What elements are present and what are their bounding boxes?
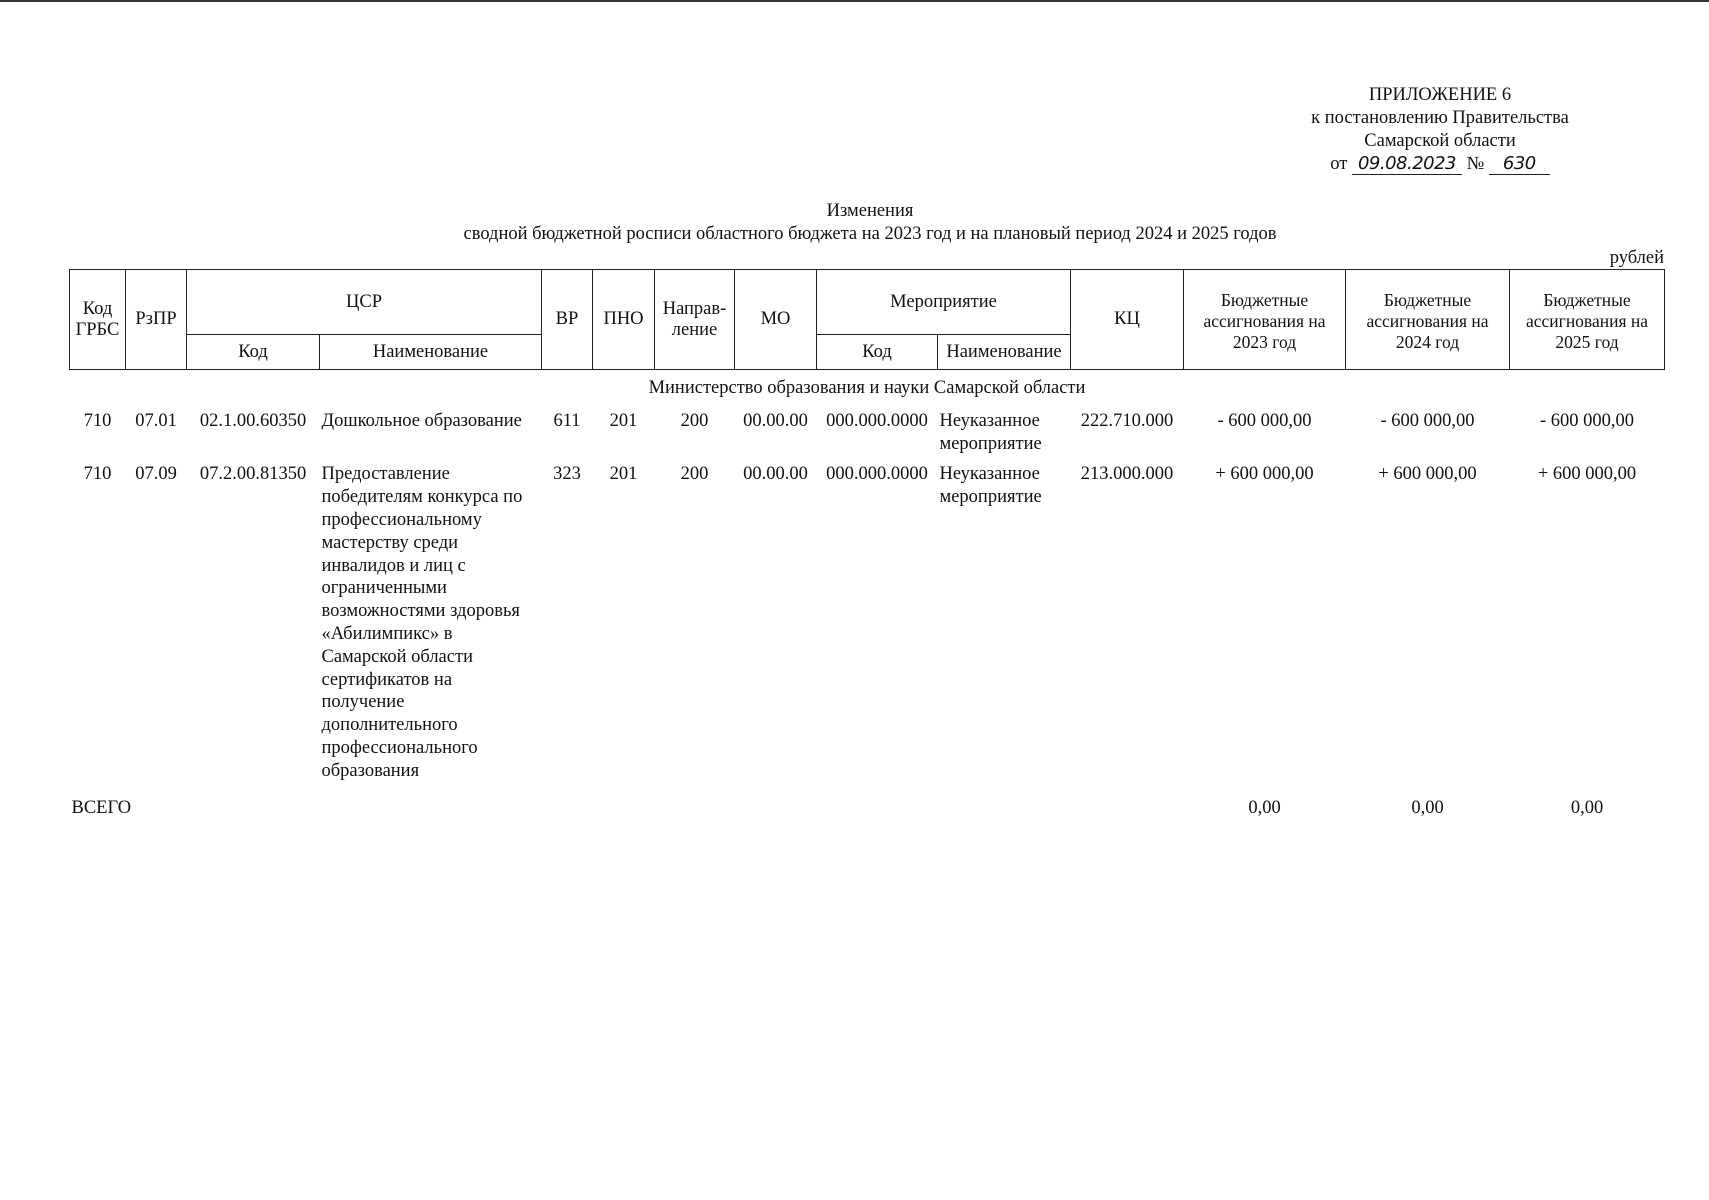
cell-grbs: 710 (83, 464, 112, 485)
cell-csr-code: 07.2.00.81350 (199, 464, 307, 485)
appendix-decree-line: к постановлению Правительства (1311, 108, 1569, 128)
header-vr: ВР (542, 270, 593, 370)
cell-kc: 213.000.000 (1080, 464, 1174, 485)
total-budget-2023: 0,00 (1248, 797, 1281, 818)
header-budget-2023: Бюджетные ассигнования на 2023 год (1184, 270, 1346, 370)
cell-pno: 201 (609, 410, 638, 431)
cell-kc: 222.710.000 (1080, 410, 1174, 431)
appendix-date-number-line (1200, 153, 1680, 176)
cell-pno: 201 (609, 464, 638, 485)
title-line-1: Изменения (826, 201, 914, 221)
ministry-name: Министерство образования и науки Самарской области (648, 378, 1086, 398)
cell-csr-code: 02.1.00.60350 (199, 410, 307, 431)
cell-direction: 200 (680, 410, 709, 431)
total-label: ВСЕГО (71, 797, 132, 818)
cell-direction: 200 (680, 464, 709, 485)
header-kc: КЦ (1071, 270, 1184, 370)
header-csr: ЦСР (187, 270, 542, 335)
header-direction: Направ-ление (655, 270, 735, 370)
cell-csr-name: Дошкольное образование (321, 410, 522, 431)
cell-mo: 00.00.00 (743, 410, 808, 431)
header-event-name: Наименование (938, 335, 1071, 370)
cell-budget-2024: - 600 000,00 (1380, 410, 1475, 431)
cell-rzpr: 07.01 (135, 410, 177, 431)
cell-event-name: Неуказанное мероприятие (939, 464, 1042, 508)
decree-date: 09.08.2023 (1352, 154, 1462, 175)
header-event-code: Код (817, 335, 938, 370)
decree-number: 630 (1489, 154, 1550, 175)
cell-vr: 611 (553, 410, 581, 431)
title-line-2: сводной бюджетной росписи областного бюджета на 2023 год и на плановый период 2024 и 2025 годов (463, 224, 1277, 244)
total-spacer (187, 783, 1184, 820)
header-rzpr: РзПР (126, 270, 187, 370)
cell-budget-2025: + 600 000,00 (1537, 464, 1637, 485)
units-label: рублей (1609, 248, 1664, 268)
cell-csr-name: Предоставление победителям конкурса по профессиональному мастерству среди инвалидов и лиц с ограниченными возможностями здоровья «Абилимпикс» в Самарской области сертификатов на получение дополнительного профессионального образования (321, 464, 523, 781)
table-row (70, 455, 1665, 782)
cell-rzpr: 07.09 (135, 464, 177, 485)
budget-changes-table (69, 269, 1665, 819)
header-csr-code: Код (187, 335, 320, 370)
number-label: № (1466, 154, 1485, 174)
cell-budget-2025: - 600 000,00 (1539, 410, 1635, 431)
from-label: от (1330, 154, 1348, 174)
cell-event-code: 000.000.0000 (826, 410, 928, 431)
header-budget-2025: Бюджетные ассигнования на 2025 год (1510, 270, 1665, 370)
cell-event-code: 000.000.0000 (826, 464, 928, 485)
appendix-block (1200, 84, 1680, 176)
cell-vr: 323 (553, 464, 581, 485)
cell-budget-2023: + 600 000,00 (1215, 464, 1314, 485)
appendix-region-line: Самарской области (1364, 131, 1516, 151)
header-csr-name: Наименование (320, 335, 542, 370)
header-pno: ПНО (593, 270, 655, 370)
cell-budget-2024: + 600 000,00 (1378, 464, 1477, 485)
page-top-edge (0, 0, 1709, 2)
cell-mo: 00.00.00 (743, 464, 808, 485)
document-title (330, 200, 1410, 246)
appendix-title: ПРИЛОЖЕНИЕ 6 (1368, 85, 1512, 105)
cell-budget-2023: - 600 000,00 (1217, 410, 1312, 431)
table-body (70, 370, 1665, 820)
cell-grbs: 710 (83, 410, 112, 431)
table-row (70, 402, 1665, 456)
ministry-row (70, 370, 1665, 402)
header-grbs: Код ГРБС (70, 270, 126, 370)
total-budget-2025: 0,00 (1570, 797, 1604, 818)
table-header (70, 270, 1665, 370)
cell-event-name: Неуказанное мероприятие (939, 410, 1042, 454)
total-budget-2024: 0,00 (1411, 797, 1444, 818)
header-event: Мероприятие (817, 270, 1071, 335)
total-row (70, 783, 1665, 820)
header-mo: МО (735, 270, 817, 370)
header-budget-2024: Бюджетные ассигнования на 2024 год (1346, 270, 1510, 370)
